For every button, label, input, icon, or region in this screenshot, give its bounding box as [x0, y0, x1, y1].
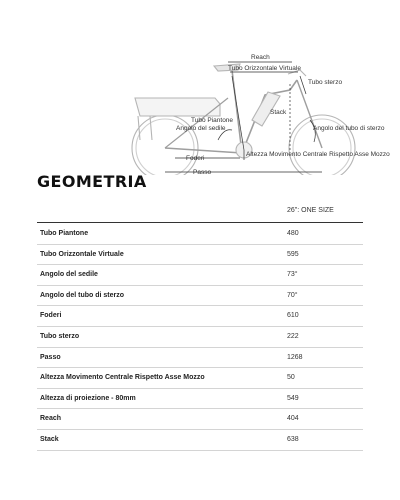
geometry-table: [37, 224, 363, 451]
diagram-label-chainstay: Foderi: [186, 155, 205, 162]
row-value: 404: [287, 415, 299, 423]
table-row: [37, 348, 363, 369]
diagram-label-seat-tube: Tubo Piantone: [191, 117, 234, 124]
row-value: 222: [287, 332, 299, 340]
row-label: Altezza di proiezione - 80mm: [40, 394, 136, 402]
row-label: Angolo del sedile: [40, 271, 98, 279]
diagram-label-seat-angle: Angolo del sedile: [176, 125, 226, 132]
table-row: [37, 389, 363, 410]
diagram-label-virtual-top-tube: Tubo Orizzontale Virtuale: [228, 65, 301, 72]
row-label: Tubo Piantone: [40, 230, 89, 237]
row-label: Stack: [40, 435, 59, 443]
table-row: [37, 306, 363, 327]
row-label: Passo: [40, 353, 61, 361]
bike-geometry-diagram: [0, 0, 400, 175]
diagram-label-stack: Stack: [270, 109, 287, 116]
header-rule: [37, 222, 363, 223]
diagram-label-reach: Reach: [251, 54, 270, 61]
row-label: Tubo sterzo: [40, 332, 80, 340]
page-title: GEOMETRIA: [37, 172, 147, 191]
row-value: 1268: [287, 353, 303, 361]
row-label: Tubo Orizzontale Virtuale: [40, 250, 124, 258]
row-label: Foderi: [40, 312, 62, 320]
row-value: 70°: [287, 291, 298, 299]
table-row: [37, 245, 363, 266]
table-row: [37, 286, 363, 307]
row-value: 73°: [287, 271, 298, 279]
diagram-label-head-tube: Tubo sterzo: [308, 79, 343, 86]
row-label: Angolo del tubo di sterzo: [40, 291, 124, 299]
table-row: [37, 430, 363, 451]
row-value: 480: [287, 230, 299, 237]
diagram-label-bb-height: Altezza Movimento Centrale Rispetto Asse Mozzo: [246, 151, 390, 158]
row-value: 549: [287, 394, 299, 402]
row-label: Reach: [40, 415, 62, 423]
size-column-header: 26": ONE SIZE: [287, 207, 334, 214]
diagram-label-head-angle: Angolo del tubo di sterzo: [313, 125, 385, 132]
table-row: [37, 368, 363, 389]
row-value: 595: [287, 250, 299, 258]
row-value: 610: [287, 312, 299, 320]
table-row: [37, 409, 363, 430]
row-label: Altezza Movimento Centrale Rispetto Asse Mozzo: [40, 374, 205, 382]
diagram-label-wheelbase: Passo: [193, 169, 212, 175]
table-row: [37, 224, 363, 245]
table-row: [37, 327, 363, 348]
row-value: 50: [287, 374, 295, 382]
table-row: [37, 265, 363, 286]
row-value: 638: [287, 435, 299, 443]
